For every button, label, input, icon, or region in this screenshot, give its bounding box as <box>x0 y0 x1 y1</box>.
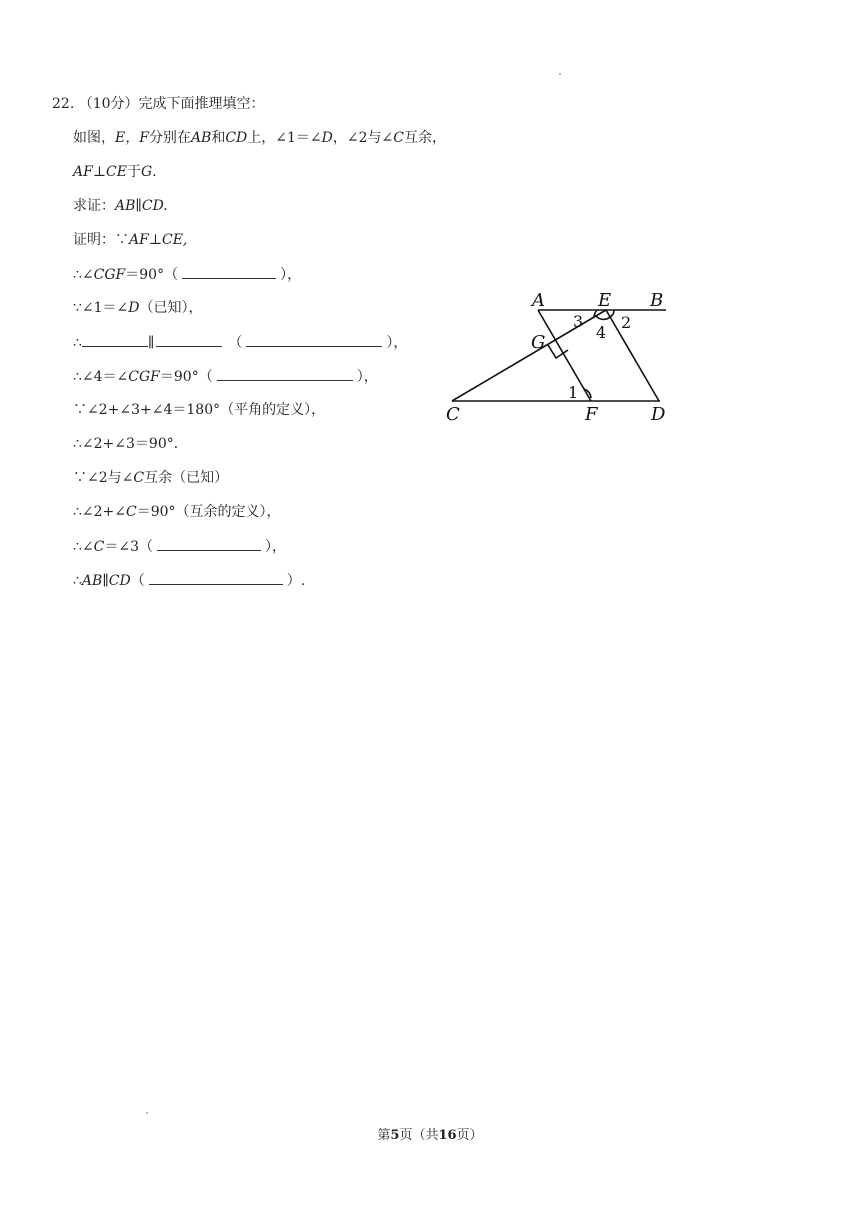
step-text: ＝90°（互余的定义）， <box>136 504 281 520</box>
given-line-1 <box>73 128 446 148</box>
footer-text: 第 <box>377 1128 391 1143</box>
given-var: C <box>393 130 404 146</box>
step-text: ∴ <box>73 573 82 589</box>
proof-step-7 <box>73 468 228 488</box>
proof-line <box>73 230 187 250</box>
given-var: D <box>321 130 333 146</box>
step-var: D <box>128 300 140 316</box>
answer-blank-reason-1[interactable] <box>182 264 276 279</box>
angle-label-4: 4 <box>596 323 607 342</box>
answer-blank-reason-3[interactable] <box>217 366 353 381</box>
step-var: CGF <box>128 369 160 385</box>
step-text: ∴∠4＝∠ <box>73 369 129 385</box>
label-A: A <box>532 290 545 311</box>
angle-label-2: 2 <box>621 313 632 332</box>
given-var: CE <box>106 164 127 180</box>
angle-2-arc <box>610 310 614 317</box>
given-var: CD <box>225 130 248 146</box>
step-text: ∵∠2+∠3+∠4＝180°（平角的定义）， <box>73 402 326 418</box>
given-line-2 <box>73 162 157 182</box>
page-footer <box>0 1124 860 1143</box>
step-text: ）， <box>356 369 378 385</box>
proof-step-8 <box>73 502 281 522</box>
question-instruction: 完成下面推理填空： <box>138 96 265 112</box>
answer-blank-line-2[interactable] <box>156 332 222 347</box>
scan-dot <box>146 1112 148 1114</box>
question-score: （10分） <box>78 96 139 112</box>
label-F: F <box>585 404 598 425</box>
step-text: ∴∠2+∠3＝90°． <box>73 436 188 452</box>
geometry-figure <box>440 286 680 428</box>
given-var: G <box>140 164 153 180</box>
given-text: 互余， <box>403 130 446 146</box>
given-text: 分别在 <box>148 130 191 146</box>
step-text: ）， <box>280 267 302 283</box>
label-C: C <box>446 404 460 425</box>
step-var: C <box>126 504 137 520</box>
proof-step-4 <box>73 366 378 387</box>
step-text: ＝∠3（ <box>104 539 153 555</box>
given-text: ，∠2与∠ <box>332 130 394 146</box>
proof-step-2 <box>73 298 203 318</box>
given-text: 于 <box>126 164 141 180</box>
angle-4-arc <box>596 316 610 319</box>
step-var: C <box>93 539 105 555</box>
step-text: ）. <box>286 573 306 589</box>
given-text: 上，∠1＝∠ <box>247 130 322 146</box>
step-text: ∴ <box>73 335 82 351</box>
label-D: D <box>651 404 666 425</box>
given-text: 和 <box>211 130 226 146</box>
question-number: 22. <box>52 96 75 112</box>
step-text: （ <box>228 335 243 351</box>
angle-label-1: 1 <box>568 383 579 402</box>
answer-blank-line-1[interactable] <box>82 332 148 347</box>
proof-step-3 <box>73 332 407 353</box>
proof-step-9 <box>73 536 286 557</box>
footer-text: 页） <box>456 1128 483 1143</box>
step-text: 互余（已知） <box>144 470 229 486</box>
step-text: ∵∠1＝∠ <box>73 300 129 316</box>
angle-label-3: 3 <box>573 312 584 331</box>
step-text: ∥ <box>147 335 155 351</box>
given-var: E，F <box>115 130 149 146</box>
step-var: C <box>133 470 145 486</box>
given-text: . <box>152 164 157 180</box>
prove-line <box>73 196 168 216</box>
step-text: ∵∠2与∠ <box>73 470 134 486</box>
step-text: ＝90°（ <box>159 369 213 385</box>
given-var: AF <box>73 164 93 180</box>
step-text: ）， <box>386 335 408 351</box>
segment-ED <box>606 310 659 401</box>
given-text: ⊥ <box>92 164 106 180</box>
given-text: 如图， <box>73 130 115 146</box>
footer-total-pages: 16 <box>438 1128 457 1143</box>
step-text: ∴∠ <box>73 539 94 555</box>
proof-label: 证明：∵ <box>73 232 129 248</box>
label-G: G <box>531 332 546 353</box>
step-text: ）， <box>265 539 286 555</box>
label-B: B <box>650 290 664 311</box>
step-text: ∴∠ <box>73 267 94 283</box>
step-text: （已知）， <box>139 300 203 316</box>
proof-step-6 <box>73 434 188 454</box>
step-var: AB∥CD <box>81 573 131 589</box>
given-var: AB <box>190 130 212 146</box>
answer-blank-reason-2[interactable] <box>246 332 382 347</box>
footer-page-number: 5 <box>390 1128 400 1143</box>
prove-label: 求证： <box>73 198 115 214</box>
label-E: E <box>598 290 612 311</box>
scan-dot <box>559 73 561 75</box>
proof-statement: AF⊥CE, <box>129 232 188 248</box>
proof-step-5 <box>73 400 325 420</box>
answer-blank-reason-5[interactable] <box>149 570 283 585</box>
answer-blank-reason-4[interactable] <box>157 536 261 551</box>
prove-statement: AB∥CD. <box>115 198 168 214</box>
step-text: （ <box>130 573 145 589</box>
question-header <box>52 94 265 114</box>
proof-step-10 <box>73 570 305 591</box>
step-text: ∴∠2+∠ <box>73 504 127 520</box>
step-text: ＝90°（ <box>125 267 179 283</box>
step-var: CGF <box>93 267 126 283</box>
proof-step-1 <box>73 264 301 285</box>
footer-text: 页（共 <box>399 1128 439 1143</box>
